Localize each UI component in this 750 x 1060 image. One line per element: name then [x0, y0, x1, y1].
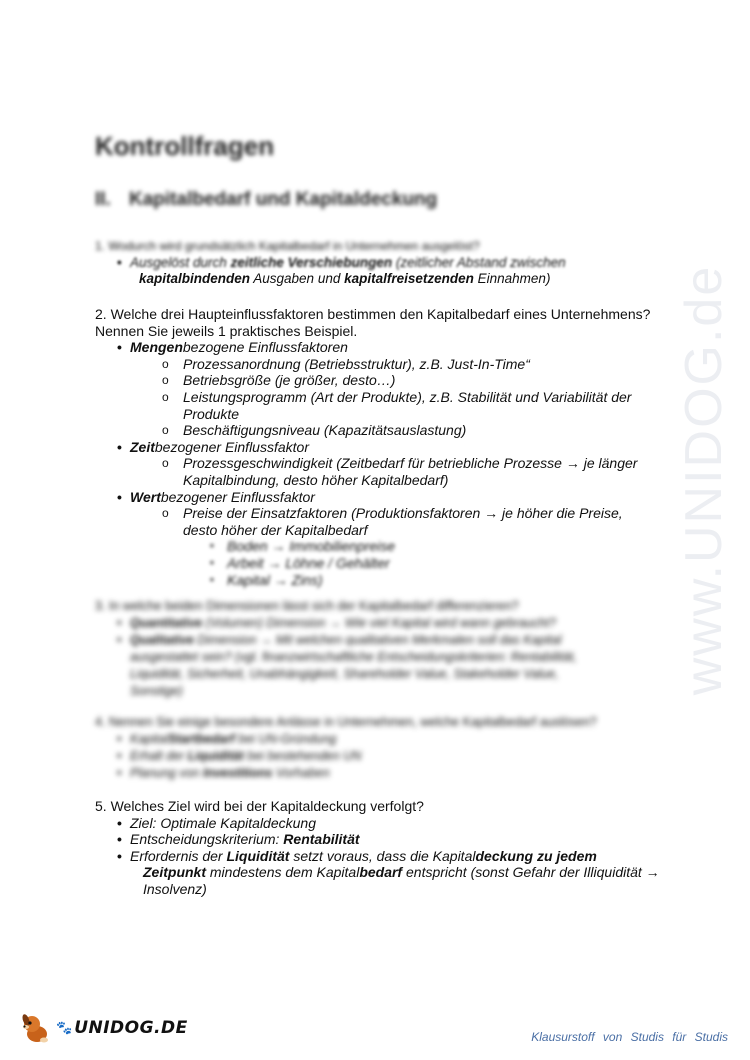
factor-text: bezogener Einflussfaktor	[154, 438, 309, 455]
factor-bold: Mengen	[130, 339, 183, 356]
list-item-cont: Insolvenz)	[143, 880, 207, 897]
item-text: Kapital	[130, 732, 169, 746]
item-text: mindestens dem Kapital	[206, 864, 360, 881]
sub-list-item: ▪ Boden → Immobilienpreise	[95, 538, 685, 555]
list-item	[95, 731, 685, 748]
item-bold: Qualitative	[130, 633, 194, 647]
section-heading	[95, 189, 437, 211]
factor-text: bezogene Einflussfaktoren	[182, 339, 348, 356]
item-bold: Startbedarf	[168, 732, 235, 746]
list-item-cont: desto höher der Kapitalbedarf	[183, 521, 368, 538]
footer-tagline: Klausurstoff von Studis für Studis	[531, 1030, 728, 1044]
question-4	[95, 714, 685, 782]
list-item: o Prozessgeschwindigkeit (Zeitbedarf für betriebliche Prozesse → je länger	[95, 455, 685, 472]
question-4-text: 4. Nennen Sie einige besondere Anlässe in Unternehmen, welche Kapitalbedarf auslösen?	[95, 715, 597, 729]
item-text: Entscheidungskriterium:	[130, 831, 284, 848]
question-1	[95, 238, 685, 288]
watermark: www.UNIDOG.de	[675, 264, 733, 696]
item-bold: bedarf	[359, 864, 403, 881]
item-bold: Quantitative	[130, 616, 203, 630]
paw-icon: 🐾	[56, 1020, 73, 1035]
answer-text: Einnahmen)	[473, 271, 551, 287]
list-item: • Ziel: Optimale Kapitaldeckung	[95, 815, 685, 832]
answer-bold: kapitalbindenden	[139, 271, 251, 287]
list-item-cont	[95, 864, 685, 881]
item-text: Vorhaben	[272, 766, 330, 780]
answer-bold: zeitliche Verschiebungen	[230, 254, 393, 270]
item-text: entspricht (sonst Gefahr der Illiquidität →	[402, 864, 660, 881]
question-2	[95, 306, 685, 588]
item-text: Erfordernis der	[130, 847, 227, 864]
item-bold: deckung zu jedem	[475, 847, 597, 864]
answer-text: (zeitlicher Abstand zwischen	[392, 254, 566, 270]
question-2-text-line2: Nennen Sie jeweils 1 praktisches Beispiel.	[95, 322, 358, 339]
question-3-text: 3. In welche beiden Dimensionen lässt sich der Kapitalbedarf differenzieren?	[95, 599, 519, 613]
item-bold: Investitions	[202, 766, 273, 780]
list-item: o Prozessanordnung (Betriebsstruktur), z.B. Just-In-Time“	[95, 356, 685, 373]
list-item	[95, 748, 685, 765]
factor-mengen	[95, 339, 685, 356]
dog-icon	[20, 1012, 54, 1044]
sub-list	[95, 538, 685, 588]
item-text: bei UN-Gründung	[234, 732, 337, 746]
answer-text: Ausgelöst durch	[130, 254, 231, 270]
item-text: (Volumen) Dimension → Wie viel Kapital wird wann gebraucht?	[202, 616, 556, 630]
question-5	[95, 798, 685, 898]
item-text: setzt voraus, dass die Kapital	[289, 847, 476, 864]
item-text: Dimension → Mit welchen qualitativen Merkmalen soll das Kapital	[193, 633, 562, 647]
factor-text: bezogener Einflussfaktor	[160, 488, 315, 505]
question-3	[95, 598, 685, 700]
answer-text: Ausgaben und	[250, 271, 345, 287]
list-item: o Beschäftigungsniveau (Kapazitätsauslastung)	[95, 422, 685, 439]
list-item-cont: Sonstige)	[130, 684, 183, 698]
question-1-text: 1. Wodurch wird grundsätzlich Kapitalbedarf in Unternehmen ausgelöst?	[95, 239, 480, 253]
logo-text: UNIDOG.DE	[74, 1018, 188, 1038]
answer-bold: kapitalfreisetzenden	[344, 271, 474, 287]
list-item	[95, 831, 685, 848]
list-item	[95, 615, 685, 632]
page-title: Kontrollfragen	[95, 131, 275, 161]
question-1-answer	[95, 255, 685, 272]
section-title: Kapitalbedarf und Kapitaldeckung	[129, 189, 438, 210]
list-item	[95, 765, 685, 782]
item-bold: Zeitpunkt	[143, 864, 206, 881]
item-text: Planung von	[130, 766, 203, 780]
item-text: bei bestehenden UN	[243, 749, 362, 763]
list-item-cont: Liquidität, Sicherheit, Unabhängigkeit, Shareholder Value, Stakeholder Value,	[130, 667, 559, 681]
item-bold: Liquidität	[187, 749, 244, 763]
list-item: o Preise der Einsatzfaktoren (Produktionsfaktoren → je höher die Preise,	[95, 505, 685, 522]
question-1-answer-cont	[95, 271, 685, 288]
factor-bold: Zeit	[130, 438, 155, 455]
sub-list-item: ▪ Kapital → Zins)	[95, 572, 685, 589]
list-item-cont: Produkte	[183, 405, 240, 422]
list-item	[95, 848, 685, 865]
factor-zeit	[95, 439, 685, 456]
list-item	[95, 632, 685, 649]
list-item: o Leistungsprogramm (Art der Produkte), z.B. Stabilität und Variabilität der	[95, 389, 685, 406]
item-text: Erhalt der	[130, 749, 188, 763]
item-bold: Liquidität	[226, 847, 290, 864]
factor-bold: Wert	[130, 488, 161, 505]
factor-wert	[95, 489, 685, 506]
sub-list-item: ▪ Arbeit → Löhne / Gehälter	[95, 555, 685, 572]
list-item-cont: Kapitalbindung, desto höher Kapitalbedarf)	[183, 471, 449, 488]
unidog-logo	[20, 1012, 188, 1044]
section-number: II.	[95, 189, 111, 210]
question-5-text: 5. Welches Ziel wird bei der Kapitaldeckung verfolgt?	[95, 798, 424, 814]
list-item-cont: ausgestattet sein? (vgl. finanzwirtschaftliche Entscheidungskriterien: Rentabilität,	[130, 650, 577, 664]
item-bold: Rentabilität	[283, 831, 360, 848]
list-item: o Betriebsgröße (je größer, desto…)	[95, 372, 685, 389]
question-2-text-line1: 2. Welche drei Haupteinflussfaktoren bestimmen den Kapitalbedarf eines Unternehmens?	[95, 306, 651, 322]
